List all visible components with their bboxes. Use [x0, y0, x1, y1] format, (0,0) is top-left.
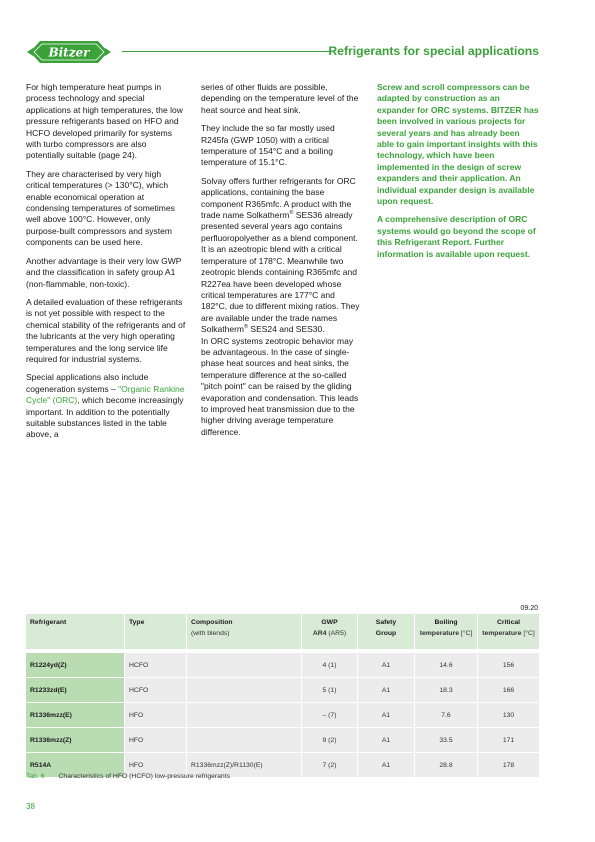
cell-safety: A1 [357, 753, 414, 778]
table-row [26, 703, 539, 728]
page-title: Refrigerants for special applications [328, 44, 539, 58]
table-row [26, 678, 539, 703]
cell-gwp: 5 (1) [301, 678, 357, 703]
right-column [377, 82, 539, 267]
cell-boiling: 14.6 [414, 650, 477, 678]
cell-critical: 156 [477, 650, 539, 678]
paragraph [26, 372, 186, 440]
text-span: Special applications also include cogeneration systems – [26, 372, 149, 394]
text-span: SES36 already presented several years ago contains perfluoropolyether as a blend component. It is an azeotropic blend with a critical temperature of 178°C. Meanwhile two zeotropic blends containing R365mfc and R227ea have been developed whose critical temperatures are 177°C and 182°C, due to different mixing ratios. They are available under the trade names Solkatherm [201, 210, 360, 335]
bitzer-logo [26, 38, 112, 66]
table-number: Tab. 6 [26, 773, 45, 780]
text-span: Solvay offers further refrigerants for ORC applications, containing the base component R365mfc. A product with the trade name Solkatherm [201, 175, 356, 221]
cell-boiling: 28.8 [414, 753, 477, 778]
cell-critical: 171 [477, 728, 539, 753]
header-rule [122, 51, 332, 52]
cell-refrigerant: R1224yd(Z) [26, 650, 124, 678]
cell-composition [186, 678, 301, 703]
left-column [26, 82, 186, 448]
paragraph: A comprehensive description of ORC systems would go beyond the scope of this Refrigerant Report. Further information is available upon request. [377, 214, 536, 259]
paragraph: They are characterised by very high critical temperatures (> 130°C), which enable economical operation at condensing temperatures of sometimes well above 100°C. However, only purpose-built compressors and system components can be used here. [26, 168, 175, 248]
cell-type: HFO [124, 753, 186, 778]
cell-gwp: 7 (2) [301, 753, 357, 778]
table-row [26, 650, 539, 678]
table-row [26, 728, 539, 753]
cell-type: HCFO [124, 678, 186, 703]
cell-gwp: 4 (1) [301, 650, 357, 678]
caption-text: Characteristics of HFO (HCFO) low-pressure refrigerants [58, 773, 230, 780]
cell-critical: 178 [477, 753, 539, 778]
page-number: 38 [26, 802, 35, 811]
cell-composition [186, 650, 301, 678]
cell-refrigerant: R1233zd(E) [26, 678, 124, 703]
header-refrigerant: Refrigerant [26, 614, 124, 650]
paragraph: series of other fluids are possible, depending on the temperature level of the heat source and heat sink. [201, 82, 359, 115]
cell-gwp: – (7) [301, 703, 357, 728]
svg-text:Bitzer: Bitzer [48, 45, 90, 60]
cell-safety: A1 [357, 650, 414, 678]
registered-mark: ® [289, 210, 294, 217]
registered-mark: ® [244, 324, 249, 331]
cell-composition: R1336mzz(Z)/R1130(E) [186, 753, 301, 778]
cell-composition [186, 728, 301, 753]
header-gwp: GWP AR4 (AR5) [301, 614, 357, 650]
paragraph: For high temperature heat pumps in process technology and special applications at high temperatures, the low pressure refrigerants based on HFO and HCFO developed primarily for systems with turbo compressors are also potentially suitable (page 24). [26, 82, 183, 161]
text-span: SES24 and SES30. [248, 324, 325, 335]
cell-type: HCFO [124, 650, 186, 678]
cell-boiling: 18.3 [414, 678, 477, 703]
cell-gwp: 9 (2) [301, 728, 357, 753]
header-type: Type [124, 614, 186, 650]
paragraph: A detailed evaluation of these refrigerants is not yet possible with respect to the chemical stability of the refrigerants and of the lubricants at the very high operating temperatures and the long service life required for industrial systems. [26, 296, 186, 364]
text-span: , which become increasingly important. In addition to the potentially suitable substances listed in the table above, a [26, 395, 184, 440]
text-span: In ORC systems zeotropic behavior may be advantageous. In the case of single-phase heat sources and heat sinks, the temperature difference at the so-called "pitch point" can be raised by the gliding evaporation and condensation. This leads to improved heat transmission due to the higher driving average temperature difference. [201, 335, 359, 437]
cell-safety: A1 [357, 728, 414, 753]
table-date: 09.20 [520, 605, 538, 612]
paragraph: Another advantage is their very low GWP and the classification in safety group A1 (non-flammable, non-toxic). [26, 255, 182, 289]
cell-boiling: 7.6 [414, 703, 477, 728]
middle-column [201, 82, 361, 445]
table-header-row [26, 614, 539, 650]
cell-critical: 166 [477, 678, 539, 703]
cell-type: HFO [124, 703, 186, 728]
cell-type: HFO [124, 728, 186, 753]
cell-safety: A1 [357, 703, 414, 728]
cell-composition [186, 703, 301, 728]
orc-link[interactable]: "Organic Rankine Cycle" (ORC) [26, 383, 185, 406]
refrigerant-table [26, 614, 539, 778]
cell-refrigerant: R514A [26, 753, 124, 778]
cell-critical: 130 [477, 703, 539, 728]
header-boiling: Boiling temperature [°C] [414, 614, 477, 650]
paragraph [201, 176, 361, 438]
cell-boiling: 33.5 [414, 728, 477, 753]
paragraph: Screw and scroll compressors can be adapted by construction as an expander for ORC systems. BITZER has been involved in various projects for several years and has already been able to gain important insights with this technology, which have been implemented in the design of screw expanders and their application. An individual expander design is available upon request. [377, 82, 539, 207]
cell-refrigerant: R1336mzz(Z) [26, 728, 124, 753]
cell-safety: A1 [357, 678, 414, 703]
paragraph: They include the so far mostly used R245fa (GWP 1050) with a critical temperature of 154°C and a boiling temperature of 15.1°C. [201, 123, 335, 168]
cell-refrigerant: R1336mzz(E) [26, 703, 124, 728]
header-critical: Critical temperature [°C] [477, 614, 539, 650]
header-safety: Safety Group [357, 614, 414, 650]
table-caption [26, 773, 230, 780]
header-composition: Composition (with blends) [186, 614, 301, 650]
